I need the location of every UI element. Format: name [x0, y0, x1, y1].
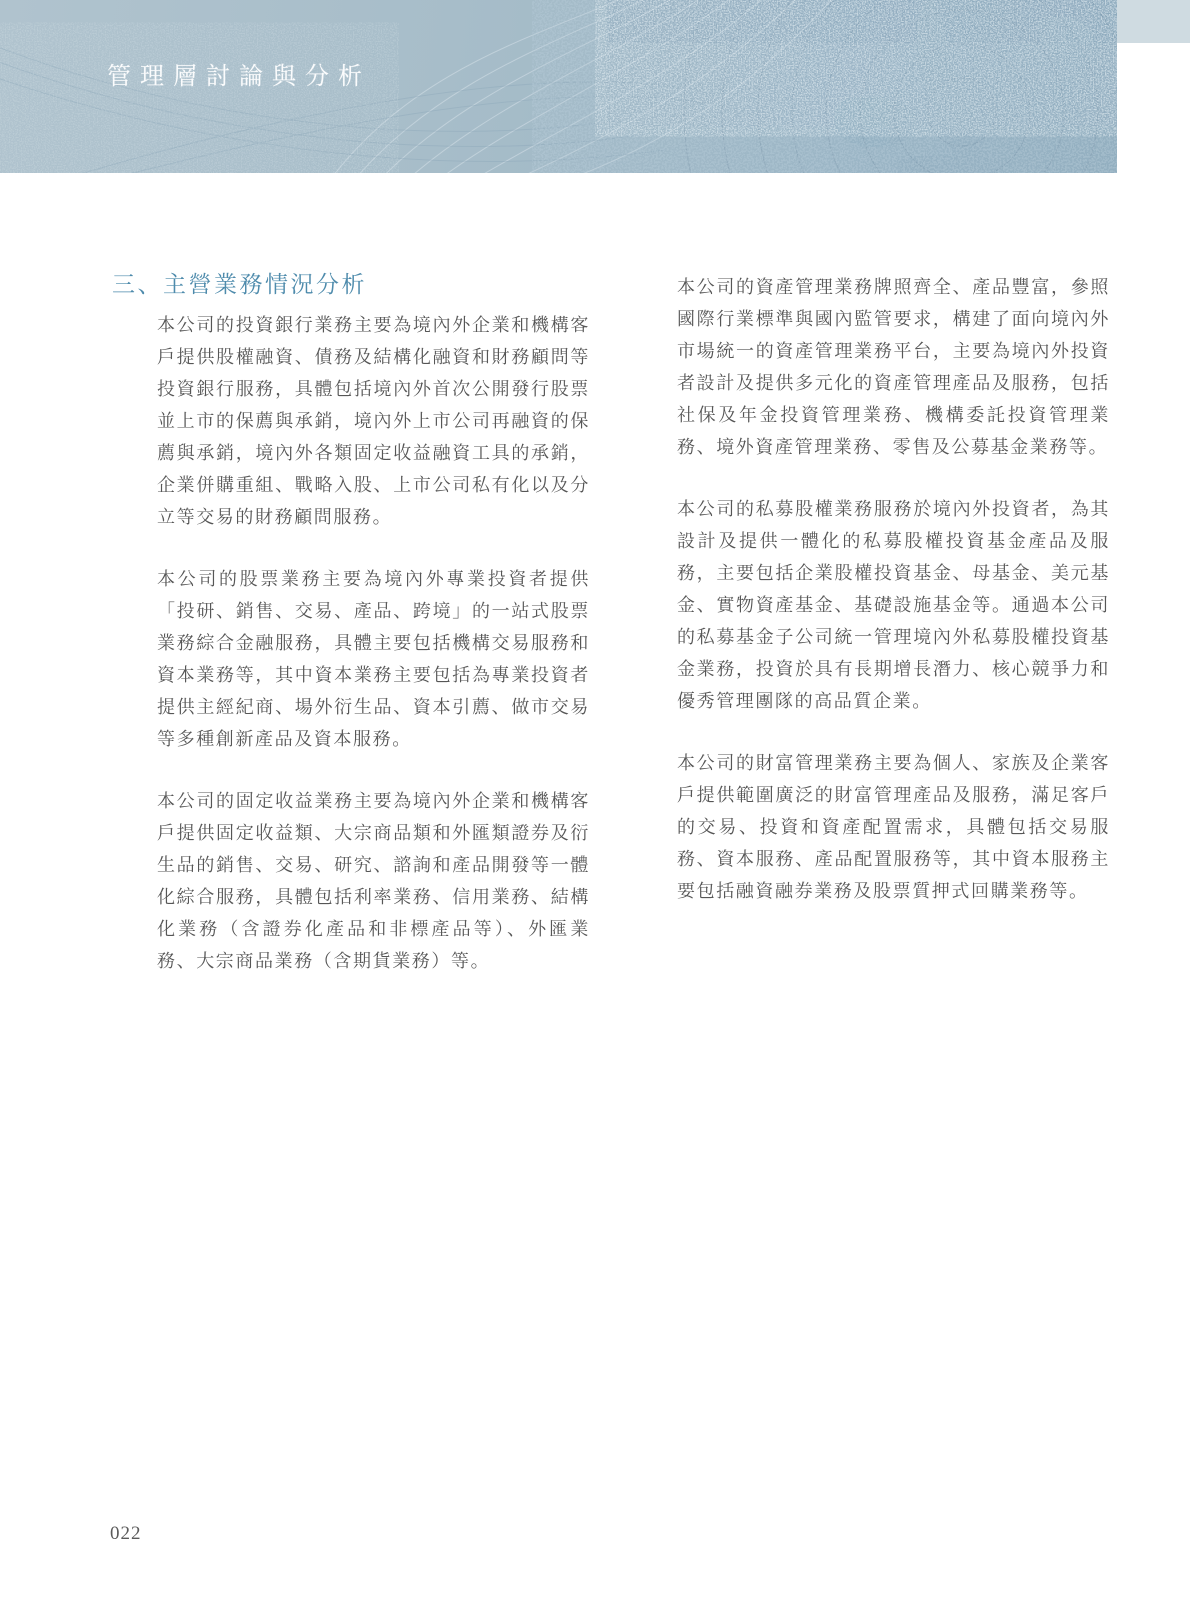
- right-text-column: [677, 271, 1110, 937]
- left-text-column: [157, 309, 590, 1007]
- paragraph-fixed-income: 本公司的固定收益業務主要為境內外企業和機構客戶提供固定收益類、大宗商品類和外匯類證券及衍生品的銷售、交易、研究、諮詢和產品開發等一體化綜合服務，具體包括利率業務、信用業務、結構化業務（含證券化產品和非標產品等）、外匯業務、大宗商品業務（含期貨業務）等。: [157, 791, 590, 971]
- banner-corner-block: [1117, 0, 1190, 43]
- page-number: 022: [110, 1523, 142, 1544]
- paragraph-private-equity: 本公司的私募股權業務服務於境內外投資者，為其設計及提供一體化的私募股權投資基金產品及服務，主要包括企業股權投資基金、母基金、美元基金、實物資產基金、基礎設施基金等。通過本公司的私募基金子公司統一管理境內外私募股權投資基金業務，投資於具有長期增長潛力、核心競爭力和優秀管理團隊的高品質企業。: [677, 499, 1110, 711]
- paragraph-asset-management: 本公司的資產管理業務牌照齊全、產品豐富，參照國際行業標準與國內監管要求，構建了面向境內外市場統一的資產管理業務平台，主要為境內外投資者設計及提供多元化的資產管理產品及服務，包括社保及年金投資管理業務、機構委託投資管理業務、境外資產管理業務、零售及公募基金業務等。: [677, 277, 1110, 457]
- page-header-banner: [0, 0, 1117, 173]
- paragraph-wealth-management: 本公司的財富管理業務主要為個人、家族及企業客戶提供範圍廣泛的財富管理產品及服務，滿足客戶的交易、投資和資產配置需求，具體包括交易服務、資本服務、產品配置服務等，其中資本服務主要包括融資融券業務及股票質押式回購業務等。: [677, 753, 1110, 901]
- section-heading: 三、主營業務情況分析: [112, 271, 367, 297]
- paragraph-investment-banking: 本公司的投資銀行業務主要為境內外企業和機構客戶提供股權融資、債務及結構化融資和財務顧問等投資銀行服務，具體包括境內外首次公開發行股票並上市的保薦與承銷，境內外上市公司再融資的保薦與承銷，境內外各類固定收益融資工具的承銷，企業併購重組、戰略入股、上市公司私有化以及分立等交易的財務顧問服務。: [157, 315, 590, 527]
- paragraph-equities: 本公司的股票業務主要為境內外專業投資者提供「投研、銷售、交易、產品、跨境」的一站式股票業務綜合金融服務，具體主要包括機構交易服務和資本業務等，其中資本業務主要包括為專業投資者提供主經紀商、場外衍生品、資本引薦、做市交易等多種創新產品及資本服務。: [157, 569, 590, 749]
- page-header-title: 管理層討論與分析: [107, 64, 371, 90]
